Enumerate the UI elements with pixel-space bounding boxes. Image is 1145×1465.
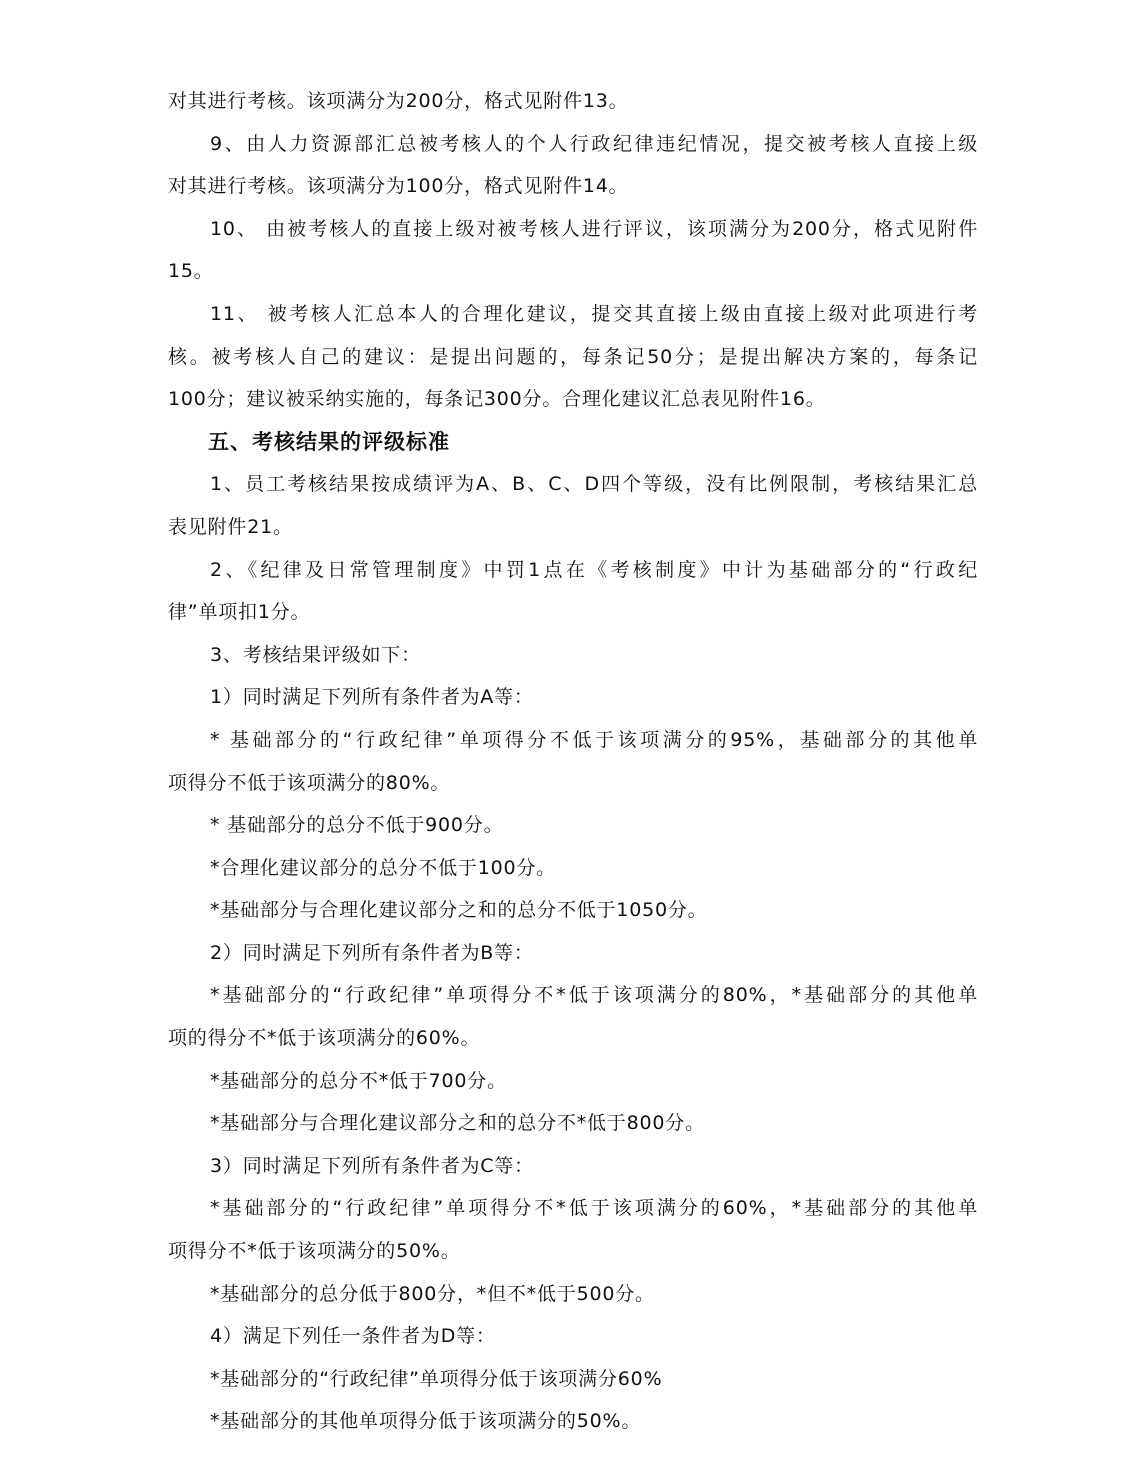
text-line: 100分；建议被采纳实施的，每条记300分。合理化建议汇总表见附件16。 bbox=[168, 388, 826, 411]
text-line: *合理化建议部分的总分不低于100分。 bbox=[210, 856, 556, 879]
text-line: *基础部分的其他单项得分低于该项满分的50%。 bbox=[210, 1410, 642, 1433]
text-line: 3）同时满足下列所有条件者为C等： bbox=[210, 1154, 534, 1177]
text-line: 律”单项扣1分。 bbox=[168, 601, 311, 624]
text-line: *基础部分的“行政纪律”单项得分不*低于该项满分的60%，*基础部分的其他单 bbox=[210, 1197, 978, 1220]
text-line: 9、由人力资源部汇总被考核人的个人行政纪律违纪情况，提交被考核人直接上级 bbox=[210, 132, 978, 155]
text-line: 项得分不*低于该项满分的50%。 bbox=[168, 1240, 461, 1263]
text-line: 项的得分不*低于该项满分的60%。 bbox=[168, 1027, 481, 1050]
text-line: 11、 被考核人汇总本人的合理化建议，提交其直接上级由直接上级对此项进行考 bbox=[210, 302, 978, 325]
text-line: 3、考核结果评级如下： bbox=[210, 643, 421, 666]
text-line: *基础部分的总分低于800分，*但不*低于500分。 bbox=[210, 1282, 655, 1305]
text-line: 表见附件21。 bbox=[168, 515, 293, 538]
text-line: 1、员工考核结果按成绩评为A、B、C、D四个等级，没有比例限制，考核结果汇总 bbox=[210, 473, 978, 496]
text-line: 核。被考核人自己的建议：是提出问题的，每条记50分；是提出解决方案的，每条记 bbox=[168, 345, 978, 368]
text-line: 1）同时满足下列所有条件者为A等： bbox=[210, 686, 534, 709]
text-line: 2）同时满足下列所有条件者为B等： bbox=[210, 941, 534, 964]
text-line: *基础部分与合理化建议部分之和的总分不*低于800分。 bbox=[210, 1112, 705, 1135]
document-body bbox=[168, 80, 978, 1443]
text-line: * 基础部分的总分不低于900分。 bbox=[210, 814, 504, 837]
text-line: *基础部分与合理化建议部分之和的总分不低于1050分。 bbox=[210, 899, 708, 922]
text-line: *基础部分的总分不*低于700分。 bbox=[210, 1069, 507, 1092]
text-line: 2、《纪律及日常管理制度》中罚1点在《考核制度》中计为基础部分的“行政纪 bbox=[210, 558, 978, 581]
text-line: 对其进行考核。该项满分为200分，格式见附件13。 bbox=[168, 90, 629, 112]
text-line: * 基础部分的“行政纪律”单项得分不低于该项满分的95%，基础部分的其他单 bbox=[210, 728, 978, 751]
text-line: 15。 bbox=[168, 260, 214, 283]
text-line: *基础部分的“行政纪律”单项得分低于该项满分60% bbox=[210, 1367, 663, 1390]
text-line: 对其进行考核。该项满分为100分，格式见附件14。 bbox=[168, 175, 629, 198]
section-heading: 五、考核结果的评级标准 bbox=[208, 429, 450, 454]
text-line: 4）满足下列任一条件者为D等： bbox=[210, 1325, 496, 1348]
text-line: 10、 由被考核人的直接上级对被考核人进行评议，该项满分为200分，格式见附件 bbox=[210, 217, 978, 240]
text-line: *基础部分的“行政纪律”单项得分不*低于该项满分的80%，*基础部分的其他单 bbox=[210, 984, 978, 1007]
text-line: 项得分不低于该项满分的80%。 bbox=[168, 771, 451, 794]
